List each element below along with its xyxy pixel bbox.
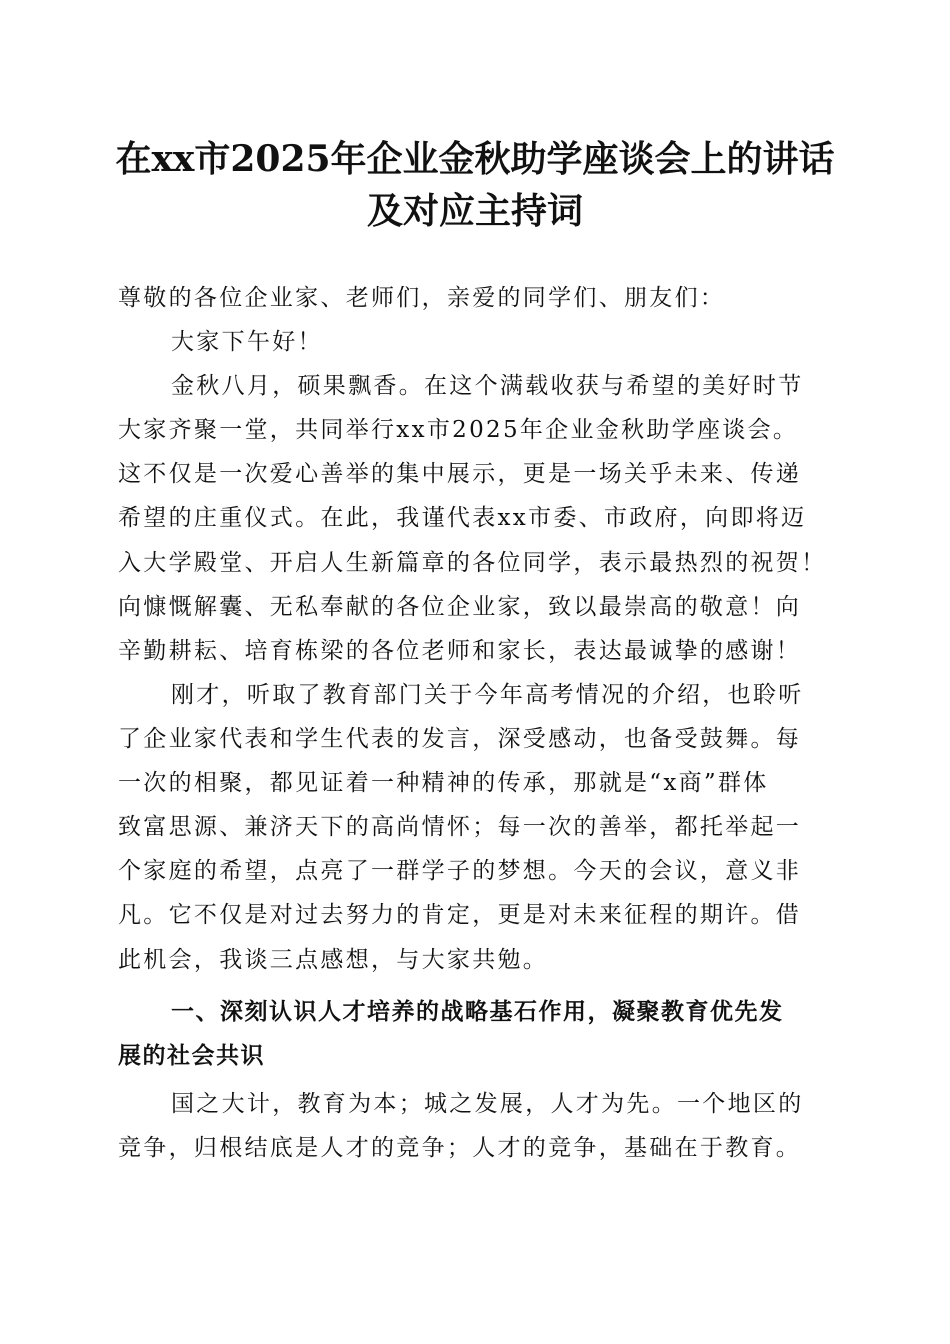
paragraph-line: 竞争，归根结底是人才的竞争；人才的竞争，基础在于教育。	[118, 1135, 802, 1161]
section-heading-line-1: 一、深刻认识人才培养的战略基石作用，凝聚教育优先发	[171, 999, 784, 1025]
paragraph-line: 致富思源、兼济天下的高尚情怀；每一次的善举，都托举起一	[118, 814, 802, 840]
paragraph-line: 了企业家代表和学生代表的发言，深受感动，也备受鼓舞。每	[118, 726, 802, 752]
paragraph-line: 向慷慨解囊、无私奉献的各位企业家，致以最崇高的敬意！向	[118, 594, 802, 620]
paragraph-line: 此机会，我谈三点感想，与大家共勉。	[118, 947, 549, 973]
document-title-line-2: 及对应主持词	[366, 190, 583, 232]
greeting-line: 大家下午好！	[171, 329, 323, 355]
section-heading-line-2: 展的社会共识	[118, 1043, 265, 1069]
paragraph-line: 这不仅是一次爱心善举的集中展示，更是一场关乎未来、传递	[118, 461, 802, 487]
paragraph-line: 金秋八月，硕果飘香。在这个满载收获与希望的美好时节	[171, 373, 804, 399]
paragraph-line: 凡。它不仅是对过去努力的肯定，更是对未来征程的期许。借	[118, 902, 802, 928]
paragraph-line: 国之大计，教育为本；城之发展，人才为先。一个地区的	[171, 1091, 804, 1117]
paragraph-line: 刚才，听取了教育部门关于今年高考情况的介绍，也聆听	[171, 682, 804, 708]
paragraph-line: 希望的庄重仪式。在此，我谨代表xx市委、市政府，向即将迈	[118, 505, 807, 531]
paragraph-line: 入大学殿堂、开启人生新篇章的各位同学，表示最热烈的祝贺！	[118, 550, 827, 576]
paragraph-line: 大家齐聚一堂，共同举行xx市2025年企业金秋助学座谈会。	[118, 417, 799, 443]
document-title-line-1: 在xx市2025年企业金秋助学座谈会上的讲话	[115, 138, 835, 180]
salutation: 尊敬的各位企业家、老师们，亲爱的同学们、朋友们：	[118, 285, 726, 311]
paragraph-line: 一次的相聚，都见证着一种精神的传承，那就是“x商”群体	[118, 770, 769, 796]
paragraph-line: 辛勤耕耘、培育栋梁的各位老师和家长，表达最诚挚的感谢！	[118, 638, 802, 664]
paragraph-line: 个家庭的希望，点亮了一群学子的梦想。今天的会议，意义非	[118, 858, 802, 884]
